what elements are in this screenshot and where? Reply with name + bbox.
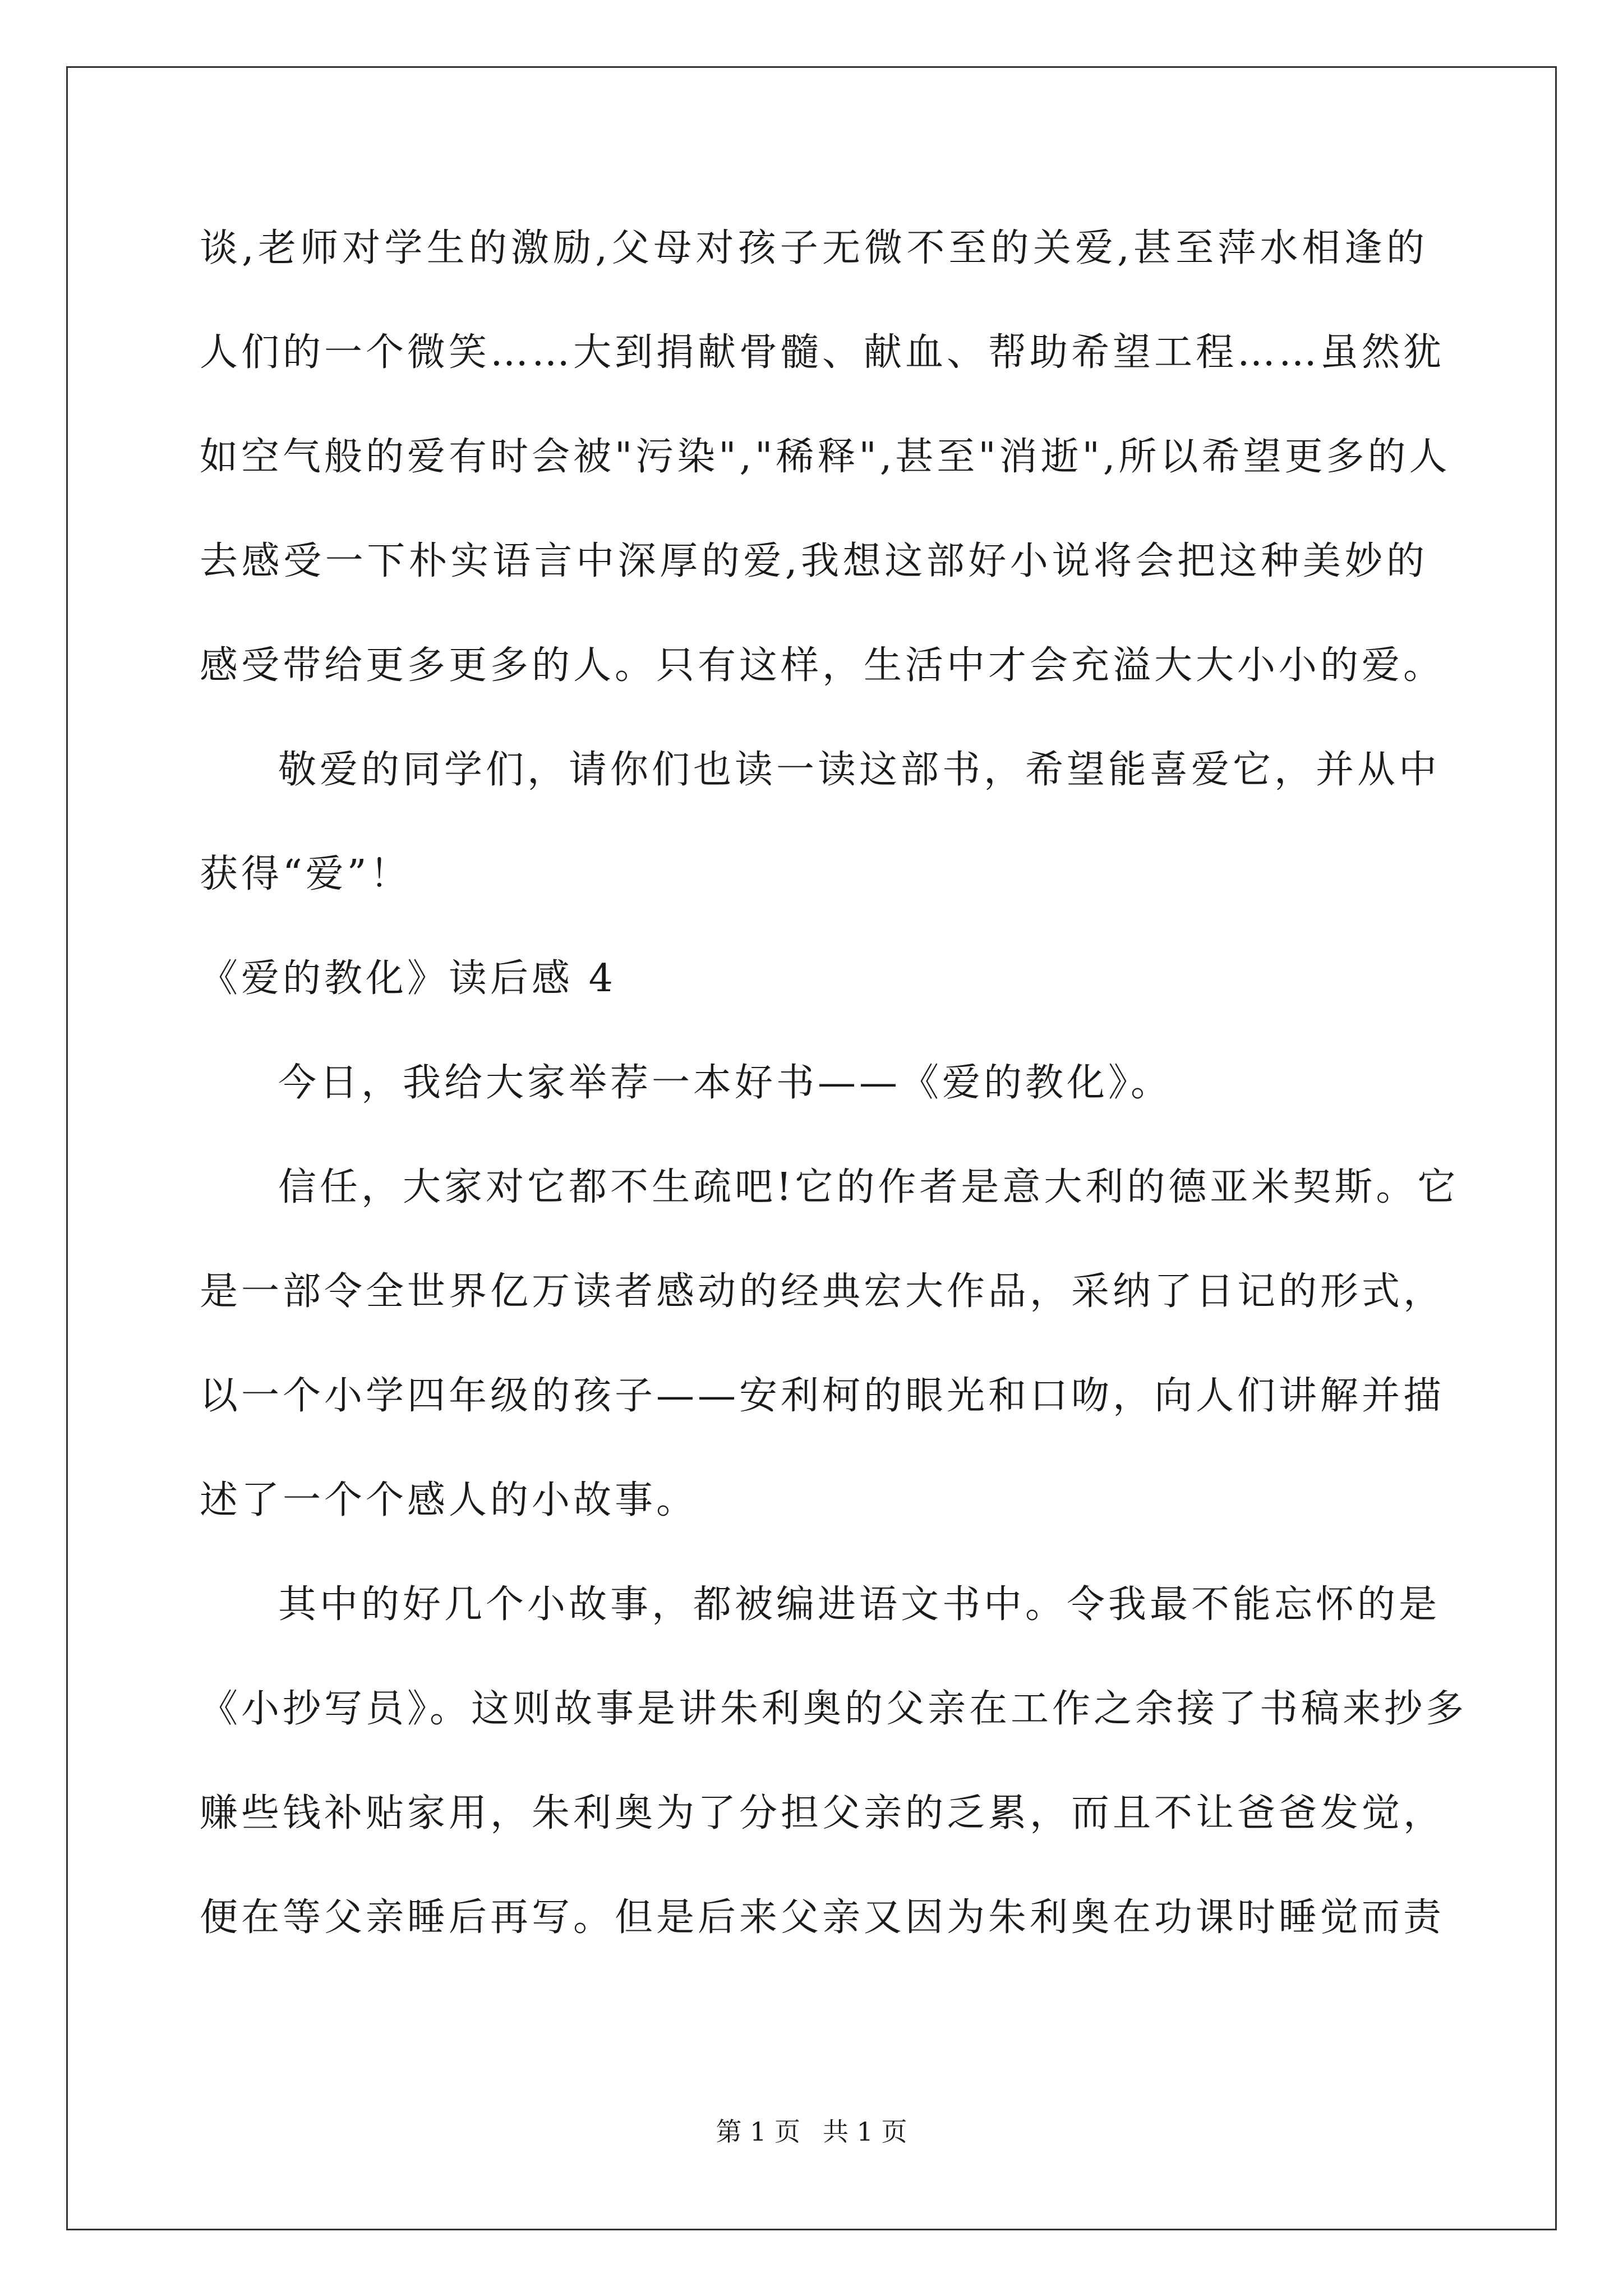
paragraph-line: 便在等父亲睡后再写。但是后来父亲又因为朱利奥在功课时睡觉而责 xyxy=(200,1895,1445,1940)
paragraph-line: 赚些钱补贴家用，朱利奥为了分担父亲的乏累，而且不让爸爸发觉， xyxy=(200,1791,1445,1835)
paragraph-line: 以一个小学四年级的孩子——安利柯的眼光和口吻，向人们讲解并描 xyxy=(200,1374,1445,1418)
paragraph-line: 《小抄写员》。这则故事是讲朱利奥的父亲在工作之余接了书稿来抄多 xyxy=(200,1687,1468,1731)
page-number: 第 1 页 xyxy=(716,2116,800,2147)
paragraph-line: 今日，我给大家举荐一本好书——《爱的教化》。 xyxy=(278,1061,1173,1105)
paragraph-line: 人们的一个微笑……大到捐献骨髓、献血、帮助希望工程……虽然犹 xyxy=(200,330,1445,375)
paragraph-line: 其中的好几个小故事，都被编进语文书中。令我最不能忘怀的是 xyxy=(278,1582,1441,1627)
paragraph-line: 是一部令全世界亿万读者感动的经典宏大作品，采纳了日记的形式， xyxy=(200,1269,1445,1314)
paragraph-line: 获得“爱”！ xyxy=(200,852,412,896)
paragraph-line: 如空气般的爱有时会被"污染","稀释",甚至"消逝",所以希望更多的人 xyxy=(200,435,1451,479)
paragraph-line: 敬爱的同学们，请你们也读一读这部书，希望能喜爱它，并从中 xyxy=(278,748,1441,792)
paragraph-line: 去感受一下朴实语言中深厚的爱,我想这部好小说将会把这种美妙的 xyxy=(200,539,1428,583)
paragraph-line: 感受带给更多更多的人。只有这样，生活中才会充溢大大小小的爱。 xyxy=(200,643,1445,688)
section-heading: 《爱的教化》读后感 4 xyxy=(200,956,616,1001)
paragraph-line: 述了一个个感人的小故事。 xyxy=(200,1478,698,1522)
page-total: 共 1 页 xyxy=(823,2116,907,2147)
page-footer xyxy=(0,2115,1623,2148)
document-body xyxy=(200,218,1468,1991)
paragraph-line: 信任，大家对它都不生疏吧!它的作者是意大利的德亚米契斯。它 xyxy=(278,1165,1459,1209)
paragraph-line: 谈,老师对学生的激励,父母对孩子无微不至的关爱,甚至萍水相逢的 xyxy=(200,226,1428,270)
